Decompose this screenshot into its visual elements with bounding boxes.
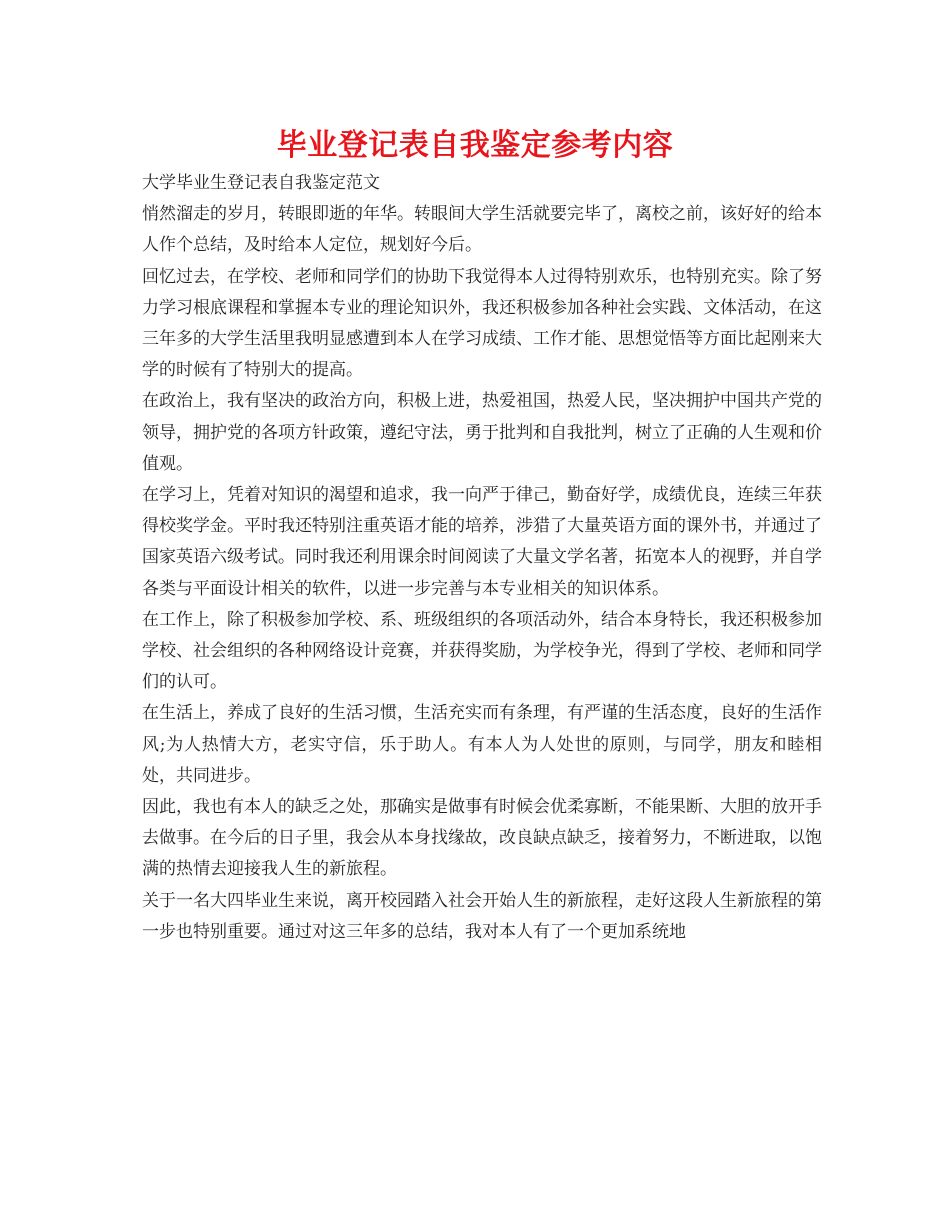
paragraph: 在政治上，我有坚决的政治方向，积极上进，热爱祖国，热爱人民，坚决拥护中国共产党的领导，拥护党的各项方针政策，遵纪守法，勇于批判和自我批判，树立了正确的人生观和价值观。 [142,391,822,474]
paragraph: 因此，我也有本人的缺乏之处，那确实是做事有时候会优柔寡断，不能果断、大胆的放开手去做事。在今后的日子里，我会从本身找缘故，改良缺点缺乏，接着努力，不断进取，以饱满的热情去迎接我人生的新旅程。 [142,797,822,880]
paragraph: 悄然溜走的岁月，转眼即逝的年华。转眼间大学生活就要完毕了，离校之前，该好好的给本人作个总结，及时给本人定位，规划好今后。 [142,204,822,256]
paragraph: 在生活上，养成了良好的生活习惯，生活充实而有条理，有严谨的生活态度，良好的生活作风;为人热情大方，老实守信，乐于助人。有本人为人处世的原则，与同学，朋友和睦相处，共同进步。 [142,703,822,786]
paragraph: 在学习上，凭着对知识的渴望和追求，我一向严于律己，勤奋好学，成绩优良，连续三年获得校奖学金。平时我还特别注重英语才能的培养，涉猎了大量英语方面的课外书，并通过了国家英语六级考试。同时我还利用课余时间阅读了大量文学名著，拓宽本人的视野，并自学各类与平面设计相关的软件，以进一步完善与本专业相关的知识体系。 [142,485,822,599]
paragraph: 关于一名大四毕业生来说，离开校园踏入社会开始人生的新旅程，走好这段人生新旅程的第一步也特别重要。通过对这三年多的总结，我对本人有了一个更加系统地 [142,890,822,942]
document-subtitle: 大学毕业生登记表自我鉴定范文 [142,173,380,193]
paragraph: 在工作上，除了积极参加学校、系、班级组织的各项活动外，结合本身特长，我还积极参加学校、社会组织的各种网络设计竞赛，并获得奖励，为学校争光，得到了学校、老师和同学们的认可。 [142,609,822,693]
paragraph: 回忆过去，在学校、老师和同学们的协助下我觉得本人过得特别欢乐，也特别充实。除了努力学习根底课程和掌握本专业的理论知识外，我还积极参加各种社会实践、文体活动，在这三年多的大学生活里我明显感遭到本人在学习成绩、工作才能、思想觉悟等方面比起刚来大学的时候有了特别大的提高。 [142,266,822,381]
document-body [142,168,822,948]
document-title: 毕业登记表自我鉴定参考内容 [276,128,674,163]
